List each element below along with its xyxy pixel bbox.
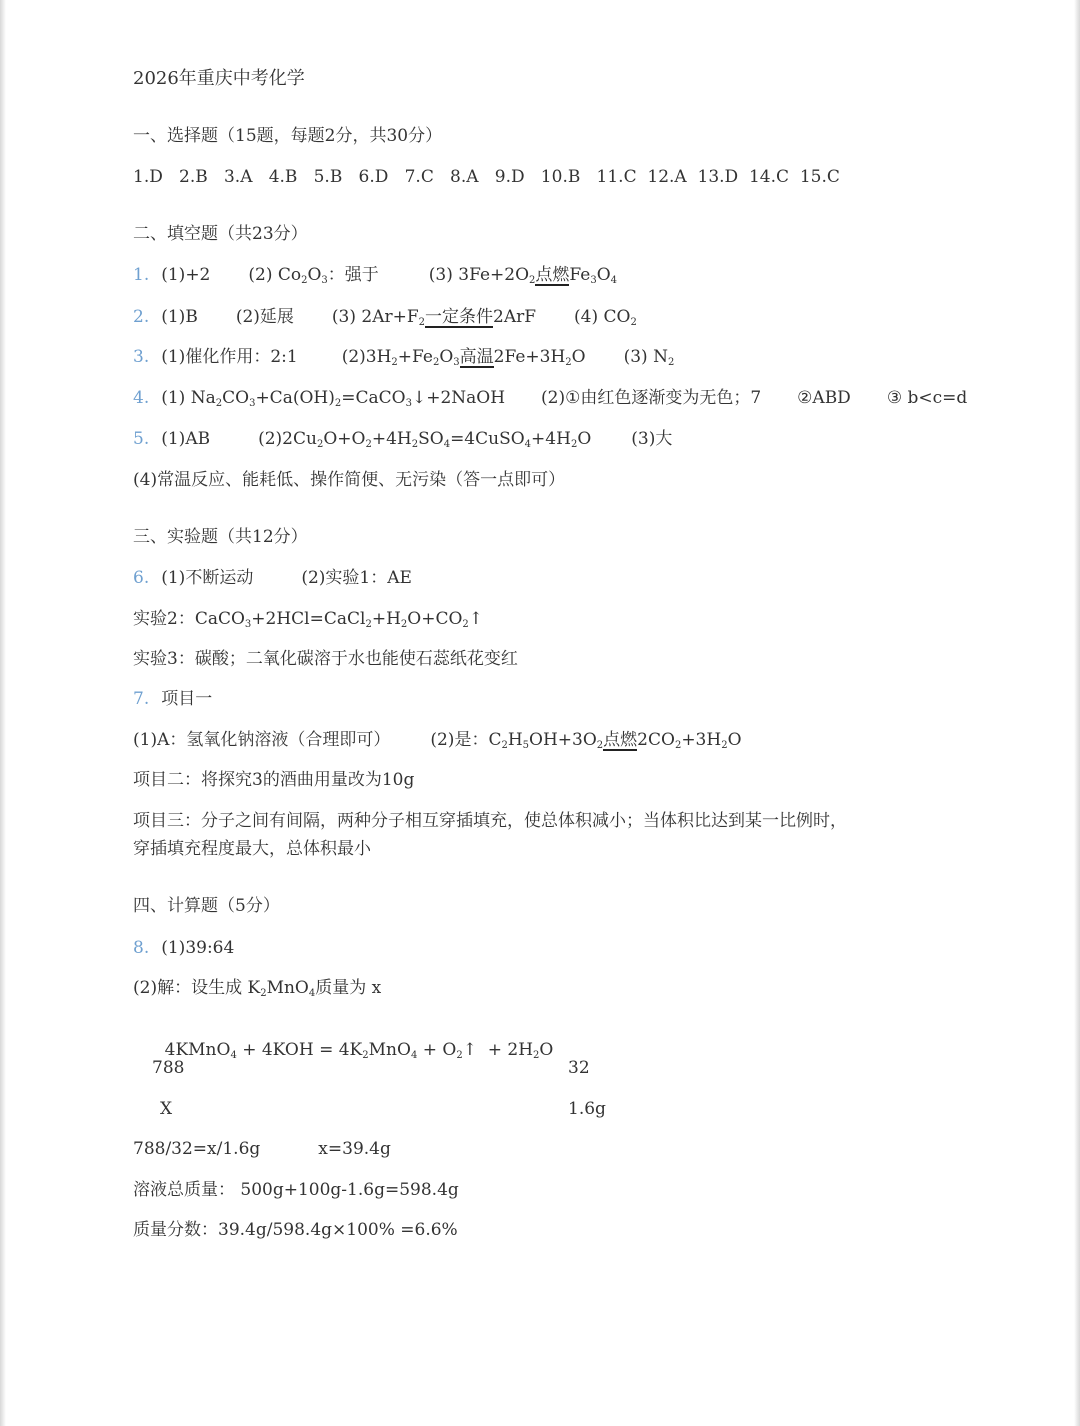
question-1: [133, 264, 617, 286]
q8-molar-mass-o2: 32: [568, 1058, 590, 1078]
section-3-heading: 三、实验题（共12分）: [133, 527, 308, 547]
q8-part-1: (1)39:64: [161, 938, 235, 958]
q6-experiment-3: 实验3：碳酸；二氧化碳溶于水也能使石蕊纸花变红: [133, 649, 518, 669]
section-1-heading: 一、选择题（15题，每题2分，共30分）: [133, 126, 443, 146]
q8-solution-mass: 溶液总质量： 500g+100g-1.6g=598.4g: [133, 1180, 459, 1200]
question-2: [133, 306, 637, 328]
q7-project-1-label: 项目一: [161, 689, 213, 709]
q2-part-4: (4) $CO_2$: [574, 307, 637, 328]
q3-part-1: (1)催化作用：2:1: [161, 347, 298, 367]
question-number: 3.: [133, 347, 150, 367]
q1-part-1: (1)+2: [161, 265, 211, 285]
q5-part-4: (4)常温反应、能耗低、操作简便、无污染（答一点即可）: [133, 470, 566, 490]
question-6: [133, 567, 412, 589]
q1-part-2: (2) $Co_2O_3$：强于: [248, 265, 379, 286]
reaction-condition: 一定条件: [425, 307, 494, 327]
question-8: [133, 937, 234, 959]
q8-molar-mass-kmno4: 788: [152, 1058, 185, 1078]
q5-part-1: (1)AB: [161, 429, 211, 449]
q7-project-1-answers: [133, 729, 742, 751]
q2-part-2: (2)延展: [235, 307, 294, 327]
page-edge-shadow-left: [0, 0, 6, 1426]
question-4: [133, 387, 967, 409]
question-number: 6.: [133, 568, 150, 588]
q3-part-3: (3) $N_2$: [623, 347, 675, 368]
q3-part-2-equation: $(2)3H_2+Fe_2O_3$高温$2Fe+3H_2O$: [341, 347, 586, 368]
section-1-answers: 1.D 2.B 3.A 4.B 5.B 6.D 7.C 8.A 9.D 10.B 11.C 12.A 13.D 14.C 15.C: [133, 167, 840, 187]
q8-equation: 4KMnO$_4$ + $4KOH = 4K_2MnO_4$ + $O_2↑ + 2H_2O$: [164, 1040, 554, 1061]
q4-part-2: (2)①由红色逐渐变为无色；7: [541, 388, 762, 408]
q7-project-3-line-2: 穿插填充程度最大，总体积最小: [133, 839, 371, 859]
q4-part-3: ②ABD: [797, 388, 851, 408]
page-edge-shadow-right: [1074, 0, 1080, 1426]
section-4-heading: 四、计算题（5分）: [133, 896, 280, 916]
q8-mass-fraction: 质量分数：39.4g/598.4g×100% =6.6%: [133, 1220, 458, 1240]
q8-unknown-x: X: [160, 1099, 173, 1119]
question-7: [133, 688, 212, 710]
q4-part-4: ③ b<c=d: [886, 388, 968, 408]
q6-experiment-2: 实验2：$CaCO_3+2HCl=CaCl_2+H_2O+CO_2↑$: [133, 609, 484, 630]
q6-part-2: (2)实验1：AE: [301, 568, 412, 588]
q7-part-1: (1)A：氢氧化钠溶液（合理即可）: [133, 730, 391, 750]
q8-part-2-setup: (2)解：设生成 $K_2MnO_4$质量为 x: [133, 978, 382, 999]
reaction-condition: 点燃: [535, 265, 570, 285]
q7-project-3-line-1: 项目三：分子之间有间隔，两种分子相互穿插填充，使总体积减小；当体积比达到某一比例时，: [133, 811, 847, 831]
reaction-condition: 点燃: [603, 730, 638, 750]
document-title: 2026年重庆中考化学: [133, 68, 305, 89]
reaction-condition: 高温: [459, 347, 494, 367]
q5-part-3: (3)大: [631, 429, 673, 449]
question-number: 2.: [133, 307, 150, 327]
q6-part-1: (1)不断运动: [161, 568, 254, 588]
q2-part-1: (1)B: [161, 307, 198, 327]
q5-part-2-equation: $(2)2Cu_2O+O_2+4H_2SO_4=4CuSO_4+4H_2O$: [258, 429, 592, 450]
q4-part-1-equation: (1) $Na_2CO_3+Ca(OH)_2=CaCO_3↓+2NaOH$: [161, 388, 506, 409]
question-5: [133, 428, 672, 450]
question-3: [133, 346, 674, 368]
q8-o2-mass: 1.6g: [568, 1099, 606, 1119]
question-number: 5.: [133, 429, 150, 449]
q7-part-2-equation: (2)是：$C_2H_5OH+3O_2$点燃$2CO_2+3H_2O$: [430, 730, 742, 751]
question-number: 8.: [133, 938, 150, 958]
question-number: 7.: [133, 689, 150, 709]
question-number: 4.: [133, 388, 150, 408]
q1-part-3-equation: (3) $3Fe+2O_2$点燃$Fe_3O_4$: [428, 265, 618, 286]
section-2-heading: 二、填空题（共23分）: [133, 224, 308, 244]
q7-project-2: 项目二：将探究3的酒曲用量改为10g: [133, 770, 415, 790]
q2-part-3-equation: (3) $2Ar+F_2$一定条件2ArF: [331, 307, 537, 328]
q8-ratio: 788/32=x/1.6g x=39.4g: [133, 1139, 391, 1159]
question-number: 1.: [133, 265, 150, 285]
